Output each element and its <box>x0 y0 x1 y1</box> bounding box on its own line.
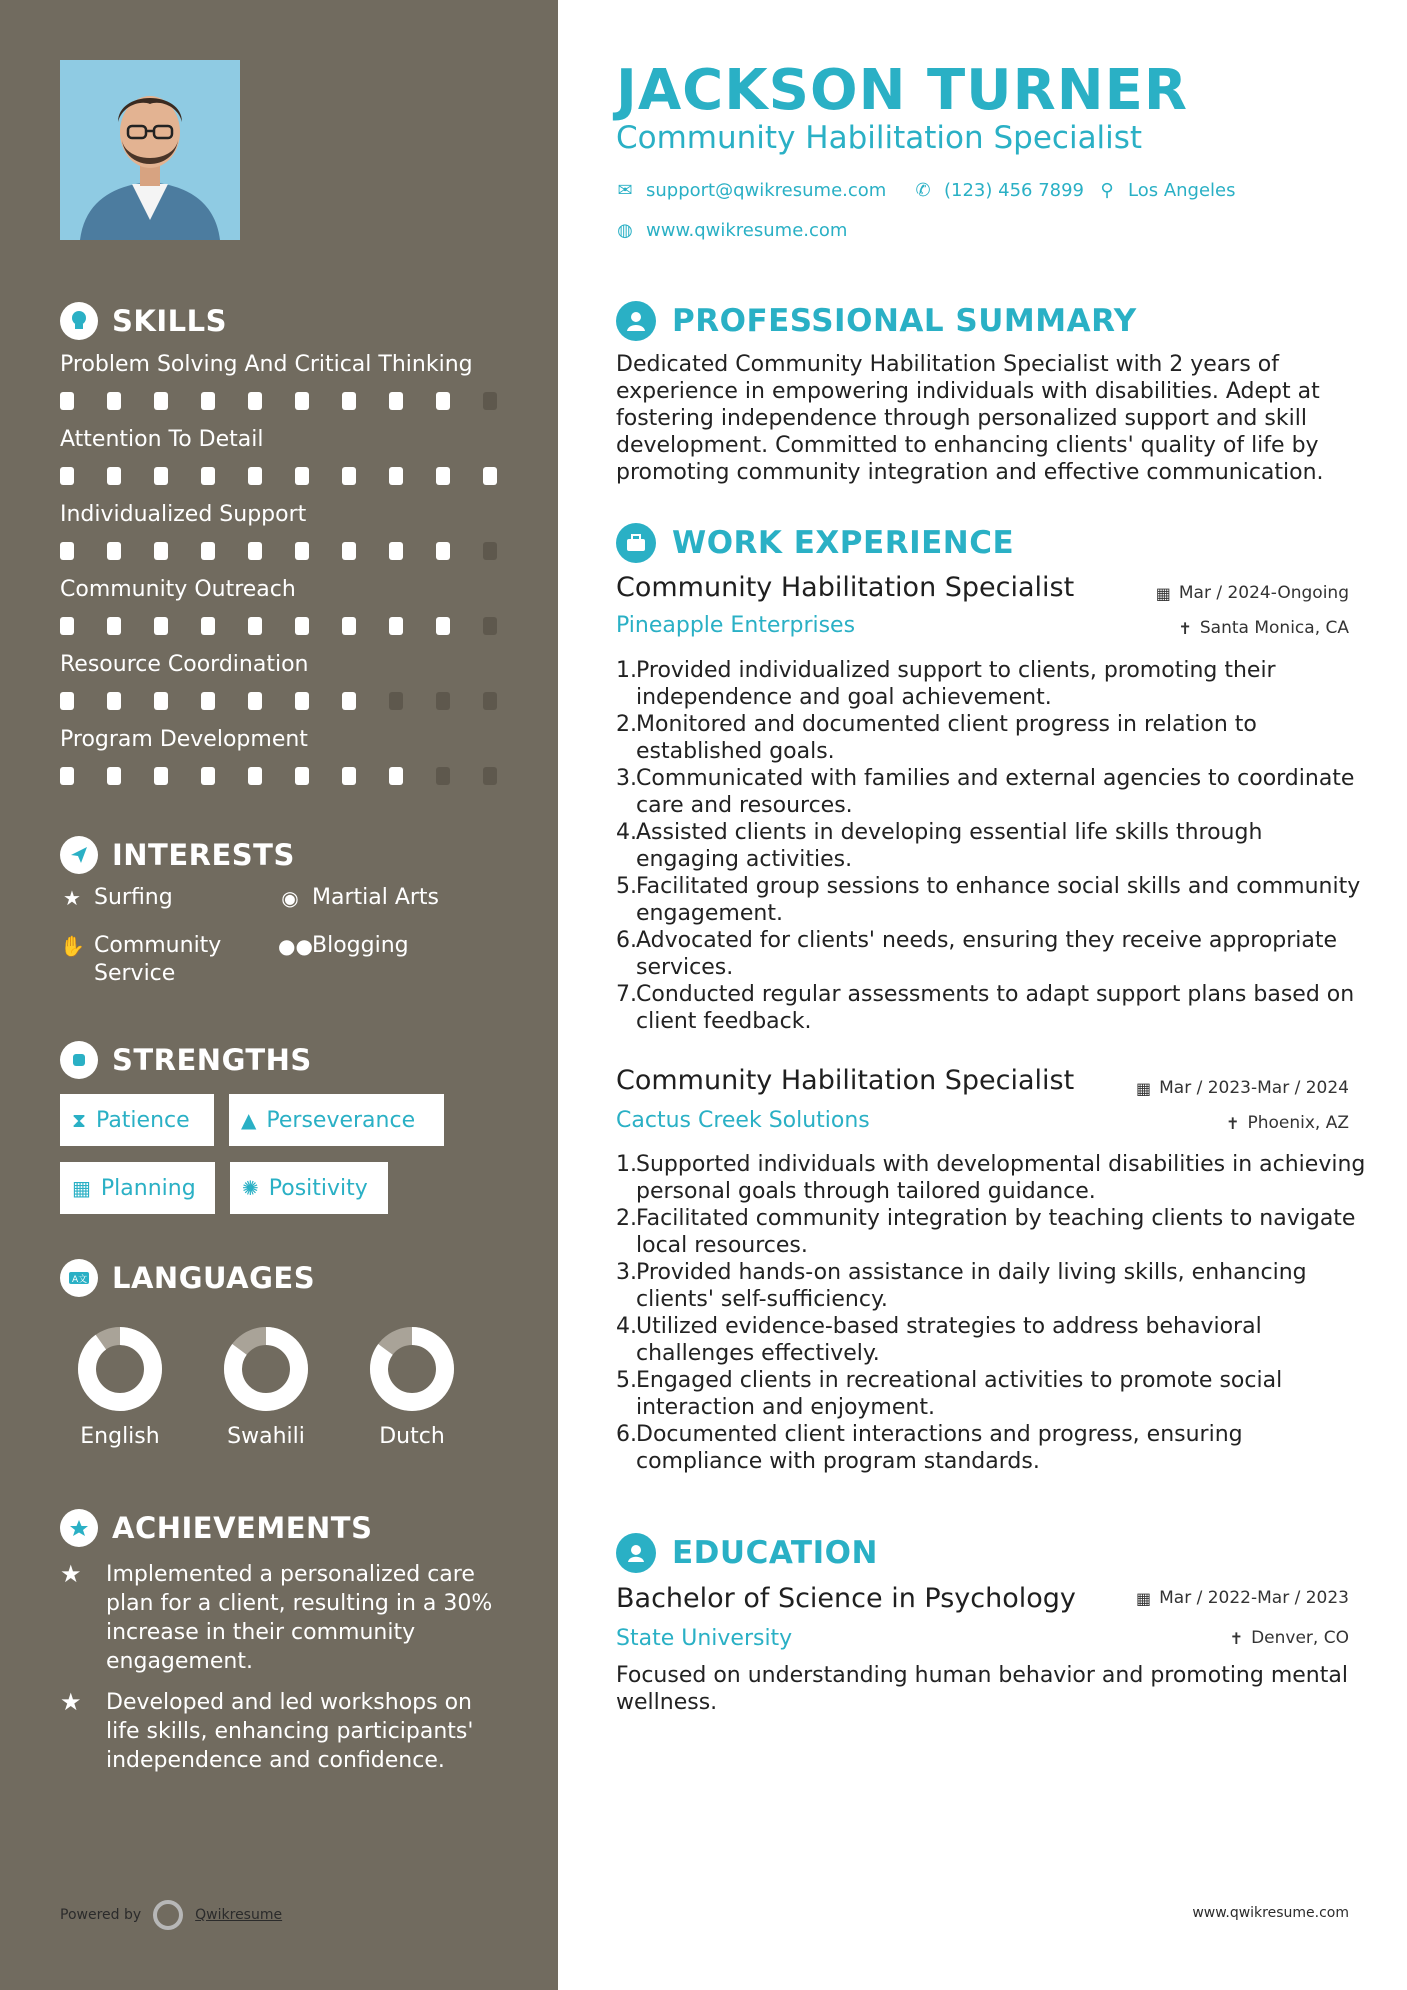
job-bullets <box>616 1151 1366 1475</box>
rating-dot <box>60 617 74 635</box>
skill-name: Community Outreach <box>60 577 296 602</box>
rating-dot <box>295 392 309 410</box>
envelope-icon: ✉ <box>617 180 633 201</box>
bullet-number: 3. <box>616 1260 637 1285</box>
rating-dot <box>389 617 403 635</box>
skill-rating <box>60 392 500 412</box>
rating-dot <box>436 392 450 410</box>
rating-dot <box>389 467 403 485</box>
language-donut <box>75 1324 165 1414</box>
rating-dot <box>295 617 309 635</box>
experience-heading: WORK EXPERIENCE <box>616 523 1014 563</box>
pin-icon: ✝ <box>1226 1113 1240 1133</box>
language-name: Dutch <box>379 1424 445 1449</box>
rating-dot <box>248 692 262 710</box>
job-company: Cactus Creek Solutions <box>616 1108 870 1133</box>
rating-dot <box>60 767 74 785</box>
strengths-heading: STRENGTHS <box>60 1041 312 1079</box>
rating-dot <box>60 692 74 710</box>
rating-dot <box>389 692 403 710</box>
rating-dot <box>342 692 356 710</box>
skill-name: Program Development <box>60 727 308 752</box>
strength-badge: ✺ Positivity <box>230 1162 388 1214</box>
rating-dot <box>483 392 497 410</box>
main-content <box>558 0 1407 1990</box>
language-name: Swahili <box>227 1424 305 1449</box>
interest-item: ◉ Martial Arts <box>278 884 439 912</box>
bullet-number: 6. <box>616 928 637 953</box>
rating-dot <box>248 542 262 560</box>
language-item <box>352 1324 472 1449</box>
contact-website[interactable]: ◍ www.qwikresume.com <box>617 220 848 241</box>
skill-item <box>60 425 500 455</box>
rating-dot <box>60 392 74 410</box>
skill-item <box>60 575 500 605</box>
rating-dot <box>154 692 168 710</box>
bullet-text: Provided hands-on assistance in daily living skills, enhancing clients' self-sufficiency. <box>636 1260 1307 1312</box>
rating-dot <box>154 392 168 410</box>
bullet-text: Utilized evidence-based strategies to address behavioral challenges effectively. <box>636 1314 1262 1366</box>
job-bullet <box>616 765 1366 819</box>
rating-dot <box>201 542 215 560</box>
bullet-text: Conducted regular assessments to adapt support plans based on client feedback. <box>636 982 1355 1034</box>
skill-rating <box>60 692 500 712</box>
job-bullet <box>616 1313 1366 1367</box>
strength-badge: ▦ Planning <box>60 1162 215 1214</box>
rating-dot <box>436 692 450 710</box>
languages-heading: A文 LANGUAGES <box>60 1259 315 1297</box>
job-company: Pineapple Enterprises <box>616 613 856 638</box>
qwikresume-logo-icon <box>153 1900 183 1930</box>
rating-dot <box>342 617 356 635</box>
rating-dot <box>436 617 450 635</box>
rating-dot <box>154 767 168 785</box>
contact-email[interactable]: ✉ support@qwikresume.com <box>617 180 887 201</box>
group-icon: ●● <box>278 934 313 958</box>
hand-icon: ✋ <box>60 934 85 958</box>
powered-by: Powered by Qwikresume <box>60 1900 282 1930</box>
education-date: ▦ Mar / 2022-Mar / 2023 <box>1135 1588 1349 1608</box>
rating-dot <box>107 542 121 560</box>
globe-icon: ◍ <box>617 220 633 241</box>
shooting-star-icon: ★ <box>60 1560 82 1588</box>
strength-badge: ▲ Perseverance <box>229 1094 444 1146</box>
bullet-text: Communicated with families and external agencies to coordinate care and resources. <box>636 766 1355 818</box>
rating-dot <box>295 767 309 785</box>
rating-dot <box>107 392 121 410</box>
translate-icon <box>60 1259 98 1297</box>
bullet-number: 7. <box>616 982 637 1007</box>
job-bullet <box>616 873 1366 927</box>
graduate-icon <box>616 1533 656 1573</box>
skill-rating <box>60 467 500 487</box>
job-bullet <box>616 1421 1366 1475</box>
rating-dot <box>154 617 168 635</box>
rating-dot <box>436 767 450 785</box>
language-donut <box>221 1324 311 1414</box>
language-name: English <box>80 1424 160 1449</box>
bullet-number: 1. <box>616 658 637 683</box>
footer-url[interactable]: www.qwikresume.com <box>1192 1905 1349 1921</box>
calendar-icon: ▦ <box>1155 583 1171 603</box>
language-level-arc <box>87 1336 153 1402</box>
hourglass-icon: ⧗ <box>72 1108 87 1132</box>
bullet-text: Engaged clients in recreational activities to promote social interaction and enjoyment. <box>636 1368 1283 1420</box>
skill-name: Resource Coordination <box>60 652 309 677</box>
candidate-title: Community Habilitation Specialist <box>616 120 1143 156</box>
rating-dot <box>248 467 262 485</box>
calendar-icon: ▦ <box>1135 1078 1152 1098</box>
interest-item: ✋ Community Service <box>60 933 222 986</box>
rating-dot <box>154 467 168 485</box>
rating-dot <box>60 467 74 485</box>
bullet-number: 4. <box>616 820 637 845</box>
contact-phone[interactable]: ✆ (123) 456 7899 <box>915 180 1085 201</box>
achievement-item: ★ Developed and led workshops on life skills, enhancing participants' independence and confidence. <box>60 1688 474 1773</box>
rating-dot <box>201 692 215 710</box>
interest-item: ●● Blogging <box>278 933 409 958</box>
rating-dot <box>483 767 497 785</box>
bullet-text: Provided individualized support to clients, promoting their independence and goal achievement. <box>636 658 1276 710</box>
job-bullet <box>616 657 1366 711</box>
bullet-number: 1. <box>616 1152 637 1177</box>
sidebar <box>0 0 558 1990</box>
bullet-text: Assisted clients in developing essential life skills through engaging activities. <box>636 820 1263 872</box>
job-location: ✝ Santa Monica, CA <box>1178 618 1349 638</box>
user-icon <box>616 301 656 341</box>
language-item <box>206 1324 326 1449</box>
rating-dot <box>107 467 121 485</box>
rating-dot <box>248 617 262 635</box>
school-name: State University <box>616 1626 793 1651</box>
skill-rating <box>60 542 500 562</box>
bullet-text: Facilitated group sessions to enhance social skills and community engagement. <box>636 874 1361 926</box>
rating-dot <box>483 542 497 560</box>
bullet-number: 2. <box>616 712 637 737</box>
calendar-icon: ▦ <box>1135 1588 1152 1608</box>
job-bullet <box>616 1151 1366 1205</box>
rating-dot <box>248 392 262 410</box>
bullet-number: 5. <box>616 1368 637 1393</box>
svg-text:A文: A文 <box>72 1275 88 1285</box>
job-bullet <box>616 1367 1366 1421</box>
rating-dot <box>248 767 262 785</box>
rating-dot <box>436 467 450 485</box>
fist-icon <box>60 1041 98 1079</box>
brand-link[interactable]: Qwikresume <box>195 1907 283 1923</box>
skill-name: Individualized Support <box>60 502 307 527</box>
rating-dot <box>60 542 74 560</box>
job-bullets <box>616 657 1366 1035</box>
job-date: ▦ Mar / 2024-Ongoing <box>1155 583 1349 603</box>
skill-rating <box>60 617 500 637</box>
rating-dot <box>483 617 497 635</box>
bullet-number: 4. <box>616 1314 637 1339</box>
bullet-text: Supported individuals with developmental disabilities in achieving personal goals through tailored guidance. <box>636 1152 1366 1204</box>
education-description: Focused on understanding human behavior and promoting mental wellness. <box>616 1663 1348 1715</box>
rating-dot <box>342 467 356 485</box>
sun-icon: ✺ <box>242 1176 259 1200</box>
job-bullet <box>616 1205 1366 1259</box>
job-bullet <box>616 927 1366 981</box>
lightbulb-icon <box>60 302 98 340</box>
climber-icon: ▲ <box>241 1108 257 1132</box>
rating-dot <box>295 542 309 560</box>
skill-rating <box>60 767 500 787</box>
strength-badge: ⧗ Patience <box>60 1094 214 1146</box>
interests-heading: INTERESTS <box>60 836 295 874</box>
language-donut <box>367 1324 457 1414</box>
pin-icon: ✝ <box>1178 618 1192 638</box>
job-bullet <box>616 1259 1366 1313</box>
skill-item <box>60 725 500 755</box>
briefcase-icon <box>616 523 656 563</box>
skill-name: Attention To Detail <box>60 427 264 452</box>
job-title: Community Habilitation Specialist <box>616 572 1075 603</box>
rating-dot <box>201 767 215 785</box>
rating-dot <box>107 617 121 635</box>
job-bullet <box>616 819 1366 873</box>
skill-item <box>60 500 500 530</box>
pin-icon: ✝ <box>1229 1628 1244 1648</box>
bullet-number: 5. <box>616 874 637 899</box>
phone-icon: ✆ <box>915 180 931 201</box>
rating-dot <box>436 542 450 560</box>
profile-photo <box>60 60 240 240</box>
bullet-number: 3. <box>616 766 637 791</box>
map-pin-icon: ⚲ <box>1100 180 1114 201</box>
award-icon <box>60 1509 98 1547</box>
summary-heading: PROFESSIONAL SUMMARY <box>616 301 1137 341</box>
bullet-number: 2. <box>616 1206 637 1231</box>
bullet-text: Documented client interactions and progress, ensuring compliance with program standards. <box>636 1422 1243 1474</box>
skills-heading: SKILLS <box>60 302 227 340</box>
job-bullet <box>616 711 1366 765</box>
job-location: ✝ Phoenix, AZ <box>1226 1113 1349 1133</box>
rating-dot <box>342 392 356 410</box>
job-date: ▦ Mar / 2023-Mar / 2024 <box>1135 1078 1349 1098</box>
rating-dot <box>389 767 403 785</box>
shooting-star-icon: ★ <box>60 1688 82 1716</box>
rating-dot <box>107 767 121 785</box>
degree-title: Bachelor of Science in Psychology <box>616 1583 1076 1614</box>
achievement-item: ★ Implemented a personalized care plan for a client, resulting in a 30% increase in their community engagement. <box>60 1560 493 1674</box>
calendar-icon: ▦ <box>72 1176 91 1200</box>
achievements-heading: ACHIEVEMENTS <box>60 1509 372 1547</box>
rating-dot <box>154 542 168 560</box>
skill-item <box>60 350 500 380</box>
summary-text: Dedicated Community Habilitation Specialist with 2 years of experience in empowering individuals with disabilities. Adept at fostering independence through personalized support and skill development. Committed to enhancing clients' quality of life by promoting community integration and effective communication. <box>616 352 1324 485</box>
education-heading: EDUCATION <box>616 1533 878 1573</box>
education-location: ✝ Denver, CO <box>1229 1628 1349 1648</box>
candidate-name: JACKSON TURNER <box>616 58 1189 123</box>
rating-dot <box>389 542 403 560</box>
language-item <box>60 1324 180 1449</box>
globe-icon: ◉ <box>281 886 299 910</box>
bullet-number: 6. <box>616 1422 637 1447</box>
rating-dot <box>342 542 356 560</box>
rating-dot <box>389 392 403 410</box>
bullet-text: Facilitated community integration by teaching clients to navigate local resources. <box>636 1206 1356 1258</box>
rating-dot <box>201 392 215 410</box>
rating-dot <box>201 617 215 635</box>
rating-dot <box>483 692 497 710</box>
rating-dot <box>295 692 309 710</box>
job-bullet <box>616 981 1366 1035</box>
bullet-text: Advocated for clients' needs, ensuring they receive appropriate services. <box>636 928 1338 980</box>
bullet-text: Monitored and documented client progress in relation to established goals. <box>636 712 1257 764</box>
interest-item: ★ Surfing <box>60 884 173 912</box>
rating-dot <box>201 467 215 485</box>
skill-item <box>60 650 500 680</box>
contact-location: ⚲ Los Angeles <box>1098 180 1236 201</box>
rating-dot <box>483 467 497 485</box>
rating-dot <box>342 767 356 785</box>
skill-name: Problem Solving And Critical Thinking <box>60 352 473 377</box>
rating-dot <box>295 467 309 485</box>
star-icon: ★ <box>63 886 81 910</box>
paper-plane-icon <box>60 836 98 874</box>
rating-dot <box>107 692 121 710</box>
job-title: Community Habilitation Specialist <box>616 1065 1075 1096</box>
